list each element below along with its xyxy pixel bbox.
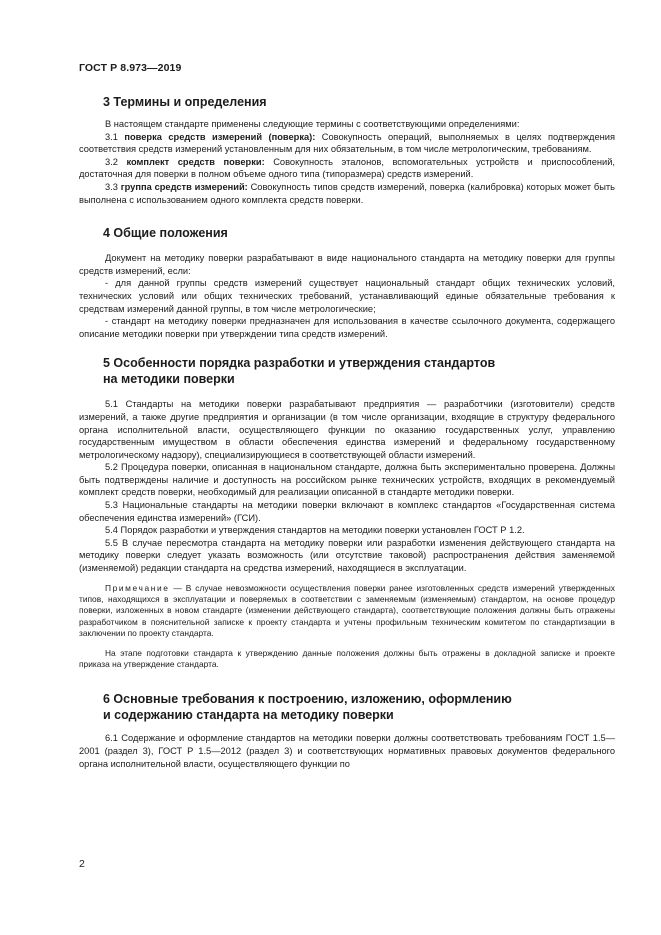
title-line: на методики поверки [103,372,235,387]
page-content [79,86,615,770]
note [79,583,615,640]
list-item: - для данной группы средств измерений существует национальный стандарт общих технических условий, технических условий или общих технических требований, устанавливающий единые обязательные требования к средствам измерений данной группы, в том числе метрологические; [79,278,615,314]
definition-text: Совокупность операций, выполняемых в целях подтверждения соответствия средств измерений установленным для них обязательным, в том числе метрологическим, требованиям. [79,131,615,155]
note-text: — В случае невозможности осуществления поверки ранее изготовленных средств измерений утвержденных типов, находящихся в эксплуатации и поверяемых в соответствии с заменяемым (изменяемым) стандартом, на основе процедур поверки, изложенных в новом стандарте (изменении действующего стандарта), соответствующие положения должны быть отражены разработчиком в пояснительной записке к проекту стандарта и учтены профильным техническим комитетом по стандартизации в заключении по проекту стандарта. [79,582,615,639]
definition-term: группа средств измерений: [120,181,248,192]
definition-number: 3.3 [105,181,121,192]
section-5-title [79,355,615,387]
definition-3-3 [79,181,615,206]
definition-term: поверка средств измерений (поверка): [124,131,316,142]
note-block [79,583,615,671]
note-label: Примечание [105,582,170,593]
document-header: ГОСТ Р 8.973—2019 [79,62,182,74]
list-item: - стандарт на методику поверки предназначен для использования в качестве ссылочного документа, содержащего описание методики поверки при утверждении типа средств измерений. [79,316,615,339]
title-line: 5 Особенности порядка разработки и утверждения стандартов [103,356,496,371]
title-line: и содержанию стандарта на методику поверки [103,708,394,723]
paragraph: 5.1 Стандарты на методики поверки разрабатывают предприятия — разработчики (изготовители) средств измерений, а также другие предприятия и организации (в том числе организации, входящие в структуру федерального органа исполнительной власти, осуществляющего функции по оказанию государственных услуг, управлению государственным имуществом в области обеспечения единства измерений и федеральному государственному метрологическому надзору), специализирующиеся в соответствующей области измерений. [79,399,615,460]
paragraph: 5.3 Национальные стандарты на методики поверки включают в комплекс стандартов «Государственная система обеспечения единства измерений» (ГСИ). [79,500,615,523]
definition-text: Совокупность типов средств измерений, поверка (калибровка) которых может быть выполнена с использованием одного комплекта средств поверки. [79,181,615,205]
section-3-title: 3 Термины и определения [103,95,267,109]
paragraph: 5.4 Порядок разработки и утверждения стандартов на методики поверки установлен ГОСТ Р 1.2. [105,525,525,536]
paragraph: 6.1 Содержание и оформление стандартов на методики поверки должны соответствовать требованиям ГОСТ 1.5—2001 (раздел 3), ГОСТ Р 1.5—2012 (раздел 3) и соответствующих нормативных правовых документов федерального органа исполнительной власти, осуществляющего функции по [79,733,615,769]
section-3 [79,94,615,206]
definition-term: комплект средств поверки: [126,156,265,167]
section-6-title [79,691,615,723]
page-number: 2 [79,858,85,870]
paragraph: В настоящем стандарте применены следующие термины с соответствующими определениями: [105,119,520,129]
paragraph: 5.5 В случае пересмотра стандарта на методику поверки или разработки изменения действующего стандарта на методику поверки следует указать возможность (или отсутствие таковой) распространения действия заменяемой (изменяемой) редакции стандарта на средства измерений, находящиеся в эксплуатации. [79,537,615,574]
paragraph: 5.2 Процедура поверки, описанная в национальном стандарте, должна быть экспериментально проверена. Должны быть подтверждены наличие и доступность на российском рынке технических устройств, входящих в рекомендуемый комплект средств поверки, необходимый для реализации описанной в стандарте методики поверки. [79,462,615,498]
definition-number: 3.1 [105,131,125,142]
definition-3-1 [79,131,615,156]
title-line: 6 Основные требования к построению, изложению, оформлению [103,692,512,707]
section-4-title: 4 Общие положения [103,226,228,241]
section-4 [79,225,615,340]
definition-text: Совокупность эталонов, вспомогательных устройств и приспособлений, достаточная для поверки в полном объеме одного типа (типоразмера) средств измерений. [79,156,615,180]
section-6 [79,691,615,770]
note-paragraph: На этапе подготовки стандарта к утверждению данные положения должны быть отражены в докладной записке и проекте приказа на утверждение стандарта. [79,647,615,670]
section-5 [79,355,615,670]
paragraph: Документ на методику поверки разрабатывают в виде национального стандарта на методику поверки для группы средств измерений, если: [79,253,615,276]
definition-3-2 [79,156,615,181]
definition-number: 3.2 [105,156,127,167]
